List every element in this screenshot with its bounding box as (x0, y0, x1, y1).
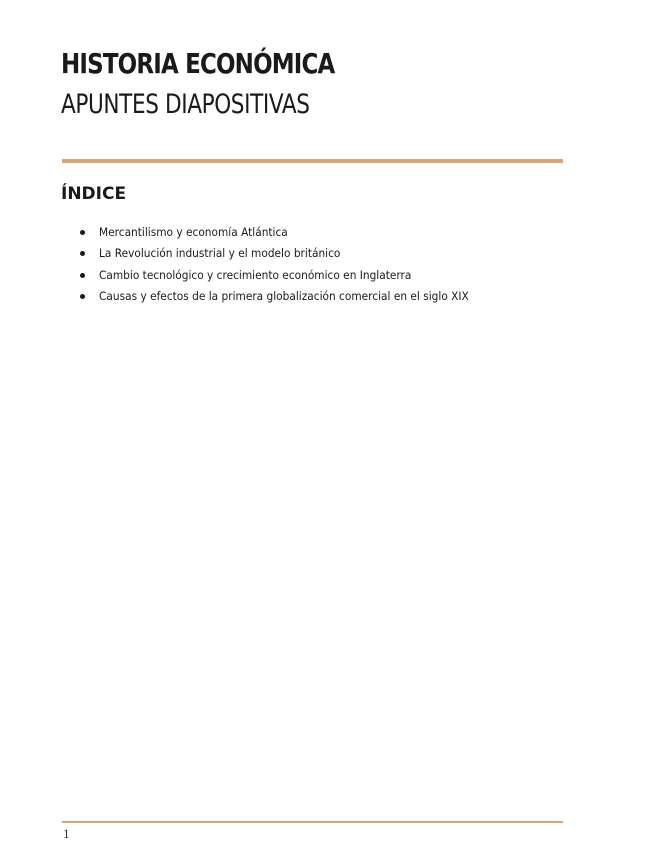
header-divider (62, 159, 563, 163)
document-subtitle: APUNTES DIAPOSITIVAS (61, 89, 310, 120)
list-item-text: Mercantilismo y economía Atlántica (99, 225, 288, 239)
list-item-text: La Revolución industrial y el modelo británico (99, 246, 341, 261)
list-item-text: Cambio tecnológico y crecimiento económico en Inglaterra (99, 267, 412, 282)
bullet-icon (80, 294, 85, 299)
bullet-icon (80, 273, 85, 278)
bullet-icon (80, 251, 85, 256)
index-heading: ÍNDICE (61, 184, 127, 204)
document-title: HISTORIA ECONÓMICA (61, 47, 335, 80)
bullet-icon (80, 230, 85, 235)
list-item-text: Causas y efectos de la primera globalización comercial en el siglo XIX (99, 288, 469, 303)
footer-divider (62, 821, 563, 823)
page-number: 1 (63, 828, 70, 841)
